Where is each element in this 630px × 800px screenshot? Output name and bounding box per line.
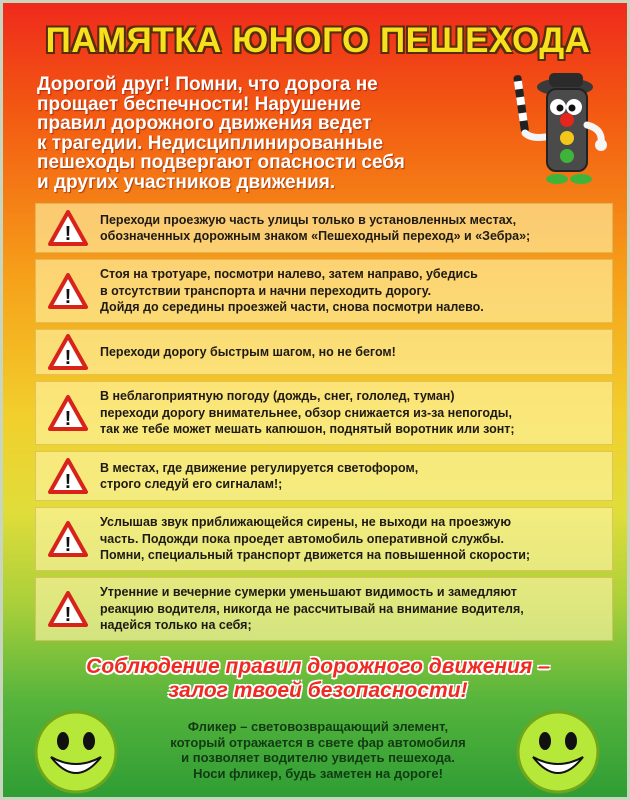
police-baton-icon <box>513 75 529 134</box>
flicker-line: который отражается в свете фар автомобиля <box>170 734 466 750</box>
warning-mark: ! <box>64 223 72 245</box>
rule-line: переходи дорогу внимательнее, обзор снижается из-за непогоды, <box>100 405 512 420</box>
intro-line: правил дорожного движения ведет <box>37 113 372 134</box>
rule-line: Помни, специальный транспорт движется на повышенной скорости; <box>100 548 531 563</box>
warning-mark: ! <box>64 471 72 493</box>
slogan-line: Соблюдение правил дорожного движения – <box>86 655 550 678</box>
list-item <box>35 451 613 501</box>
list-item <box>35 329 613 375</box>
list-item <box>35 259 613 323</box>
list-item <box>35 203 613 253</box>
warning-mark: ! <box>64 347 72 369</box>
rule-line: обозначенных дорожным знаком «Пешеходный переход» и «Зебра»; <box>100 229 531 243</box>
warning-triangle-icon <box>48 521 88 557</box>
flicker-line: и позволяет водителю увидеть пешехода. <box>181 750 455 765</box>
warning-triangle-icon <box>48 273 88 309</box>
traffic-light-mascot <box>511 67 621 197</box>
rule-line: Переходи проезжую часть улицы только в установленных местах, <box>100 212 517 227</box>
list-item <box>35 507 613 571</box>
rule-line: Услышав звук приближающейся сирены, не выходи на проезжую <box>100 515 512 530</box>
warning-triangle-icon <box>48 334 88 370</box>
warning-triangle-icon <box>48 395 88 431</box>
rule-line: так же тебе может мешать капюшон, поднятый воротник или зонт; <box>100 422 515 437</box>
flicker-line: Фликер – световозвращающий элемент, <box>187 719 449 734</box>
rule-line: часть. Подожди пока проедет автомобиль оперативной службы. <box>100 531 504 546</box>
warning-mark: ! <box>64 286 72 308</box>
rule-line: Утренние и вечерние сумерки уменьшают видимость и замедляют <box>100 585 517 600</box>
warning-triangle-icon <box>48 210 88 246</box>
warning-mark: ! <box>64 534 72 556</box>
intro-line: Дорогой друг! Помни, что дорога не <box>37 74 378 95</box>
rule-line: Стоя на тротуаре, посмотри налево, затем направо, убедись <box>100 267 478 282</box>
rule-line: Дойдя до середины проезжей части, снова посмотри налево. <box>100 300 484 315</box>
intro-line: и других участников движения. <box>37 171 336 193</box>
warning-triangle-icon <box>48 591 88 627</box>
warning-mark: ! <box>64 408 72 430</box>
rule-line: Переходи дорогу быстрым шагом, но не бегом! <box>100 344 396 359</box>
intro-line: пешеходы подвергают опасности себя <box>37 152 405 173</box>
intro-line: прощает беспечности! Нарушение <box>37 93 361 115</box>
intro-line: к трагедии. Недисциплинированные <box>37 132 384 154</box>
rule-line: В неблагоприятную погоду (дождь, снег, гололед, туман) <box>100 389 455 404</box>
warning-triangle-icon <box>48 458 88 494</box>
rule-line: в отсутствии транспорта и начни переходить дорогу. <box>100 283 432 298</box>
slogan-line: залог твоей безопасности! <box>168 679 468 702</box>
list-item <box>35 381 613 445</box>
smiley-face-icon <box>515 709 601 795</box>
warning-mark: ! <box>64 604 72 626</box>
flicker-info <box>139 719 497 781</box>
smiley-face-icon <box>33 709 119 795</box>
rule-line: В местах, где движение регулируется светофором, <box>100 460 419 475</box>
intro-text <box>37 75 517 192</box>
safety-slogan <box>3 655 630 703</box>
flicker-line: Носи фликер, будь заметен на дороге! <box>193 765 443 781</box>
list-item <box>35 577 613 641</box>
rule-line: надейся только на себя; <box>100 618 252 633</box>
rule-line: строго следуй его сигналам!; <box>100 477 283 491</box>
page-title: ПАМЯТКА ЮНОГО ПЕШЕХОДА <box>45 21 591 60</box>
rule-line: реакцию водителя, никогда не рассчитывай на внимание водителя, <box>100 601 524 616</box>
